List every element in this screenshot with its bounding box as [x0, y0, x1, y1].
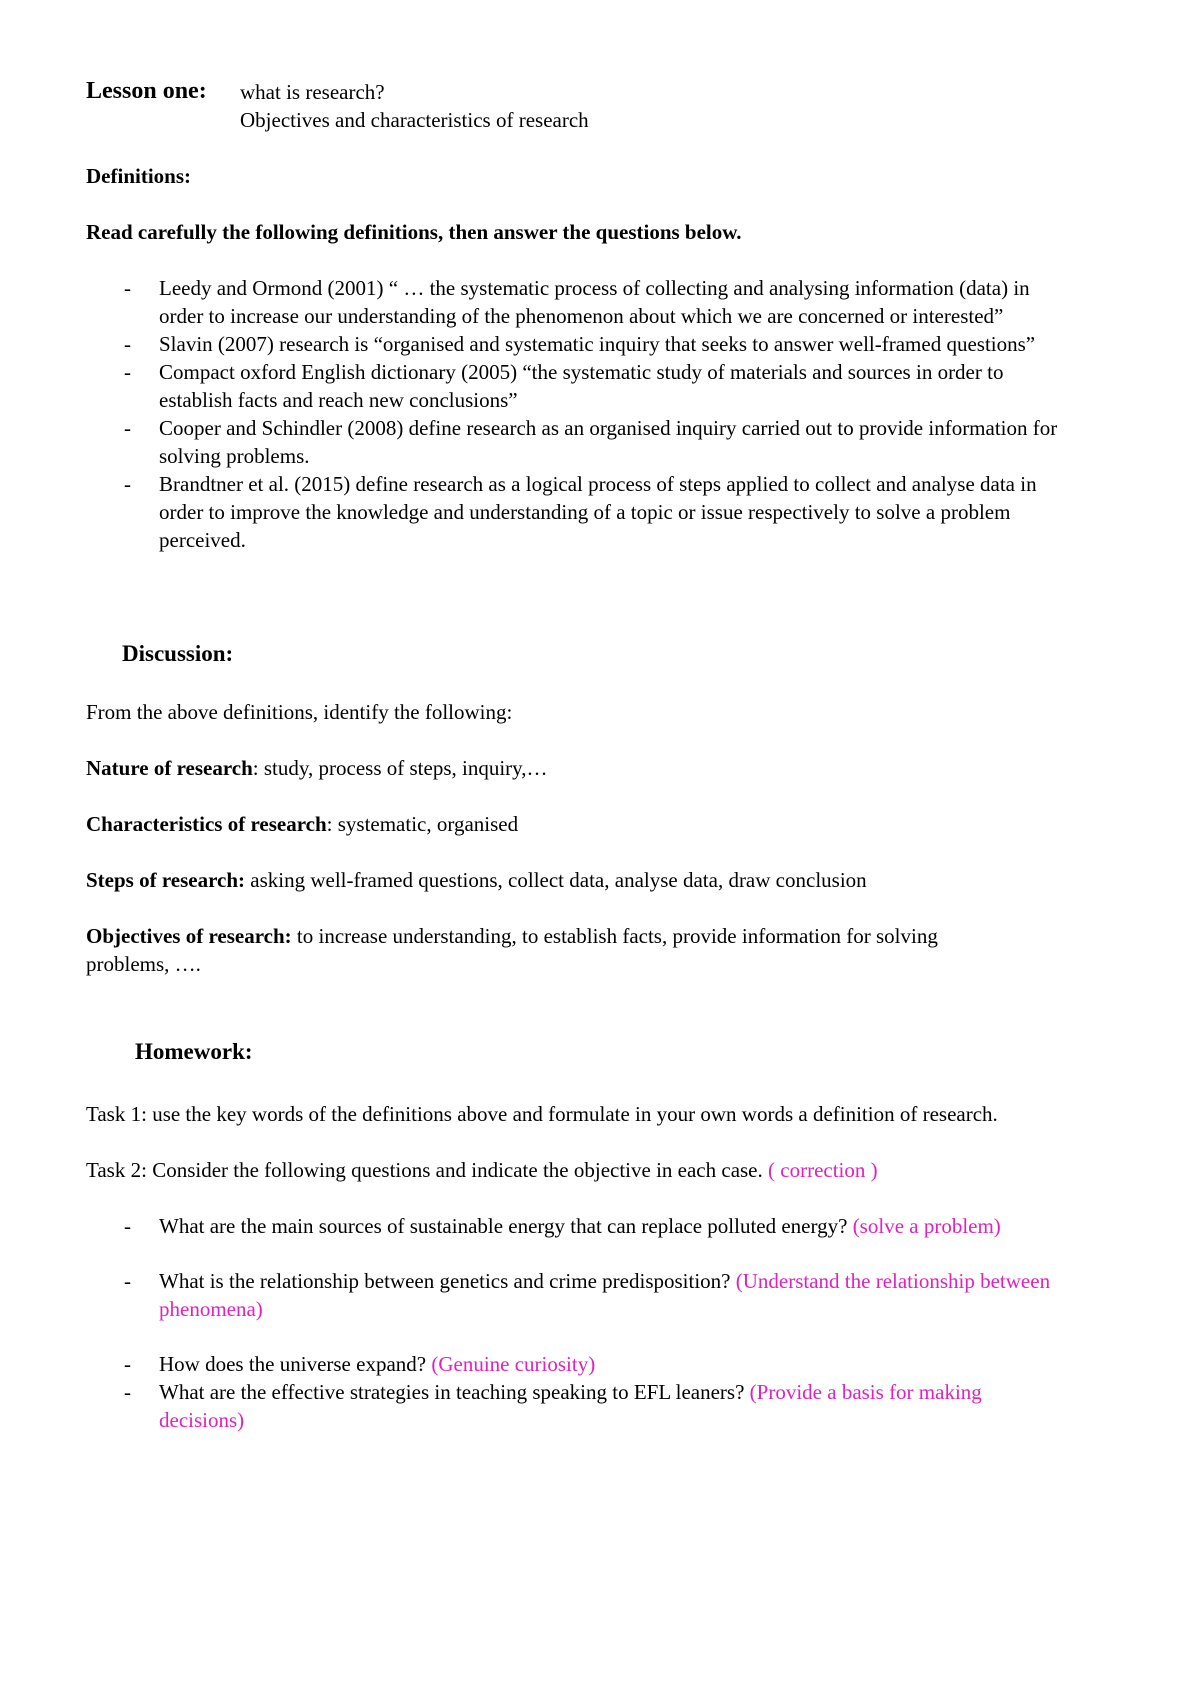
list-item [86, 1378, 1061, 1434]
bullet-dash: - [124, 472, 131, 496]
list-item [86, 414, 1076, 470]
objectives-label: Objectives of research: [86, 924, 292, 948]
definition-text: Cooper and Schindler (2008) define research as an organised inquiry carried out to provide information for solving problems. [159, 416, 1058, 468]
definition-text: Brandtner et al. (2015) define research as a logical process of steps applied to collect and analyse data in order to improve the knowledge and understanding of a topic or issue respectively to solve a problem perceived. [159, 472, 1037, 552]
definition-text: Leedy and Ormond (2001) “ … the systematic process of collecting and analysing information (data) in order to increase our understanding of the phenomenon about which we are concerned or interested” [159, 276, 1030, 328]
steps-text: asking well-framed questions, collect data, analyse data, draw conclusion [245, 868, 867, 892]
lesson-subtopic: Objectives and characteristics of research [240, 108, 589, 132]
lesson-label: Lesson one: [86, 78, 207, 104]
characteristics-of-research [86, 810, 518, 838]
characteristics-text: : systematic, organised [326, 812, 519, 836]
definition-text: Slavin (2007) research is “organised and systematic inquiry that seeks to answer well-framed questions” [159, 332, 1036, 356]
bullet-dash: - [124, 1380, 131, 1404]
task-1: Task 1: use the key words of the definitions above and formulate in your own words a definition of research. [86, 1102, 998, 1126]
task-2 [86, 1156, 1086, 1184]
nature-text: : study, process of steps, inquiry,… [252, 756, 548, 780]
list-item [86, 274, 1076, 330]
question-text: What are the main sources of sustainable energy that can replace polluted energy? [159, 1214, 848, 1238]
discussion-intro: From the above definitions, identify the following: [86, 700, 513, 724]
question-answer: (solve a problem) [847, 1214, 1001, 1238]
characteristics-label: Characteristics of research [86, 812, 327, 836]
list-item [86, 358, 1076, 414]
steps-of-research [86, 866, 867, 894]
bullet-dash: - [124, 416, 131, 440]
definition-text: Compact oxford English dictionary (2005) “the systematic study of materials and sources in order to establish facts and reach new conclusions” [159, 360, 1004, 412]
task-2-note: ( correction ) [762, 1158, 878, 1182]
definitions-list [86, 274, 1076, 554]
list-item [86, 1212, 1061, 1240]
questions-list [86, 1212, 1061, 1434]
nature-label: Nature of research [86, 756, 253, 780]
list-spacer [86, 1240, 1061, 1267]
bullet-dash: - [124, 332, 131, 356]
bullet-dash: - [124, 276, 131, 300]
list-item [86, 1267, 1061, 1323]
bullet-dash: - [124, 1352, 131, 1376]
question-text: How does the universe expand? [159, 1352, 427, 1376]
objectives-text: to increase understanding, to establish facts, provide information for solving problems, …. [86, 924, 938, 976]
nature-of-research [86, 754, 548, 782]
homework-heading: Homework: [135, 1039, 253, 1064]
question-text: What is the relationship between genetics and crime predisposition? [159, 1269, 731, 1293]
definitions-heading: Definitions: [86, 164, 191, 188]
lesson-topic: what is research? [240, 80, 385, 104]
discussion-heading: Discussion: [122, 641, 234, 666]
bullet-dash: - [124, 360, 131, 384]
list-item [86, 1350, 1061, 1378]
definitions-instruction: Read carefully the following definitions, then answer the questions below. [86, 220, 742, 244]
question-text: What are the effective strategies in teaching speaking to EFL leaners? [159, 1380, 745, 1404]
question-answer: (Genuine curiosity) [426, 1352, 596, 1376]
question-answer: (Understand the relationship between phenomena) [159, 1269, 1051, 1321]
steps-label: Steps of research: [86, 868, 246, 892]
question-answer: (Provide a basis for making decisions) [159, 1380, 982, 1432]
list-item [86, 470, 1076, 554]
bullet-dash: - [124, 1214, 131, 1238]
list-item [86, 330, 1076, 358]
list-spacer [86, 1323, 1061, 1350]
objectives-of-research [86, 922, 1006, 978]
task-2-text: Task 2: Consider the following questions and indicate the objective in each case. [86, 1158, 763, 1182]
bullet-dash: - [124, 1269, 131, 1293]
